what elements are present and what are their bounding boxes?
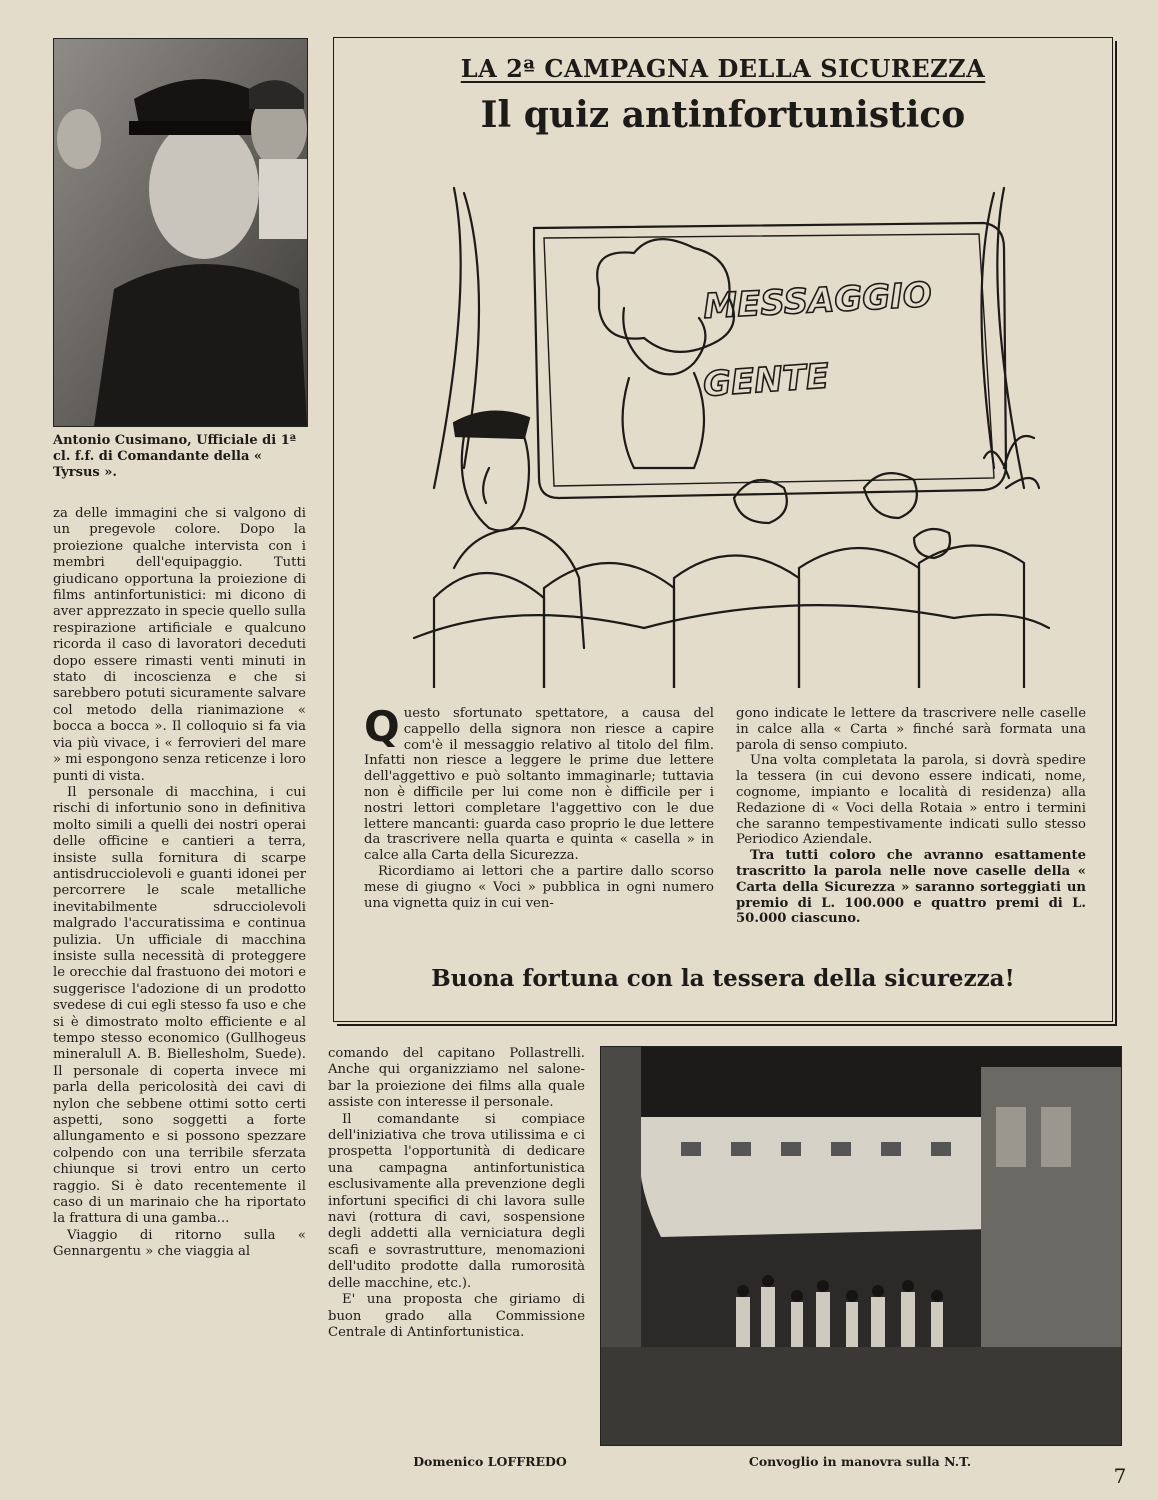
quiz-prize-announcement: Tra tutti coloro che avranno esattamente trascritto la parola nelle nove caselle della « Carta della Sicurezza » saranno sorteggiati un premio di L. 100.000 e quattro premi di L. 50.000 ciascuno. — [736, 848, 1086, 927]
quiz-col1-paragraph-1: uesto sfortunato spettatore, a causa del cappello della signora non riesce a capire com'è il messaggio relativo al titolo del film. Infatti non riesce a leggere le prime due lettere dell'aggettivo e può soltanto immaginarle; tuttavia non è difficile per lui come non è difficile per i nostri lettori completare l'aggettivo con le due lettere mancanti: guarda caso proprio le due lettere da trascrivere nella quarta e quinta « casella » in calce alla Carta della Sicurezza. — [364, 706, 714, 864]
quiz-col1-paragraph-2: Ricordiamo ai lettori che a partire dallo scorso mese di giugno « Voci » pubblica in ogni numero una vignetta quiz in cui ven- — [364, 863, 714, 911]
quiz-dropcap: Q — [364, 702, 400, 751]
middle-column-text — [328, 1046, 585, 1341]
quiz-column-2 — [736, 706, 1086, 927]
middle-paragraph-3: E' una proposta che giriamo di buon grado alla Commissione Centrale di Antinfortunistica. — [328, 1292, 585, 1340]
quiz-closing-slogan: Buona fortuna con la tessera della sicurezza! — [431, 965, 1015, 992]
quiz-box — [333, 37, 1113, 1022]
officer-photo — [53, 38, 308, 427]
officer-photo-drawing — [54, 39, 307, 426]
quiz-col2-paragraph-2: Una volta completata la parola, si dovrà spedire la tessera (in cui devono essere indicati, nome, cognome, impianto e località di residenza) alla Redazione di « Voci della Rotaia » entro i termini che saranno tempestivamente indicati sullo stesso Periodico Aziendale. — [736, 753, 1086, 848]
ferry-photo-caption: Convoglio in manovra sulla N.T. — [748, 1454, 972, 1469]
middle-paragraph-1: comando del capitano Pollastrelli. Anche qui organizziamo nel salone-bar la proiezione dei films alla quale assiste con interesse il personale. — [328, 1046, 585, 1111]
left-column-text — [53, 506, 306, 1261]
left-paragraph-2: Il personale di macchina, i cui rischi di infortunio sono in definitiva molto simili a quelli dei nostri operai delle officine e cantieri a terra, insiste sulla fornitura di scarpe antisdrucciolevoli e guanti idonei per percorrere le scale metalliche inevitabilmente sdrucciolevoli malgrado l'accuratissima e continua pulizia. Un ufficiale di macchina insiste sulla necessità di proteggere le orecchie dal frastuono dei motori e suggerisce l'adozione di un prodotto svedese di cui egli stesso fa uso e che si è dimostrato molto efficiente e al tempo stesso economico (Gullhogeus mineralull A. B. Biellesholm, Suede). Il personale di coperta invece mi parla della pericolosità dei cavi di nylon che sebbene ottimi sotto certi aspetti, sono soggetti a forte allungamento e si possono spezzare colpendo con una terribile sferzata chiunque si trovi entro un certo raggio. Si è dato recentemente il caso di un marinaio che ha riportato la frattura di una gamba... — [53, 784, 306, 1227]
ferry-photo-drawing — [601, 1047, 1121, 1445]
middle-paragraph-2: Il comandante si compiace dell'iniziativa che trova utilissima e ci prospetta l'opportunità di dedicare una campagna antinfortunistica esclusivamente alla prevenzione degli infortuni specifici di chi lavora sulle navi (rottura di cavi, sospensione degli addetti alla verniciatura degli scafi e sovrastrutture, menomazioni dell'udito prodotte dalla rumorosità delle macchine, etc.). — [328, 1111, 585, 1291]
ferry-photo — [600, 1046, 1122, 1446]
cartoon-illustration — [394, 168, 1054, 688]
left-paragraph-3: Viaggio di ritorno sulla « Gennargentu » che viaggia al — [53, 1227, 306, 1260]
quiz-column-1 — [364, 702, 714, 911]
cartoon-screen-line1: MESSAGGIO — [702, 275, 933, 327]
cartoon-screen-line2: GENTE — [701, 356, 831, 405]
author-signature: Domenico LOFFREDO — [413, 1454, 567, 1469]
left-paragraph-1: za delle immagini che si valgono di un pregevole colore. Dopo la proiezione qualche intervista con i membri dell'equipaggio. Tutti giudicano opportuna la proiezione di films antinfortunistici: mi dicono di aver apprezzato in specie quello sulla respirazione artificiale e qualcuno ricorda il caso di lavoratori deceduti dopo essere rimasti venti minuti in stato di incoscienza e che si sarebbero potuti sicuramente salvare col metodo della rianimazione « bocca a bocca ». Il colloquio si fa via via più vivace, i « ferrovieri del mare » mi espongono senza reticenze i loro punti di vista. — [53, 506, 306, 784]
quiz-kicker: LA 2ª CAMPAGNA DELLA SICUREZZA — [460, 54, 986, 83]
page-number: 7 — [1113, 1464, 1127, 1488]
officer-photo-caption: Antonio Cusimano, Ufficiale di 1ª cl. f.f. di Comandante della « Tyrsus ». — [53, 433, 297, 480]
quiz-title: Il quiz antinfortunistico — [480, 94, 966, 136]
quiz-col2-paragraph-1: gono indicate le lettere da trascrivere nelle caselle in calce alla « Carta » finché sarà formata una parola di senso compiuto. — [736, 706, 1086, 753]
